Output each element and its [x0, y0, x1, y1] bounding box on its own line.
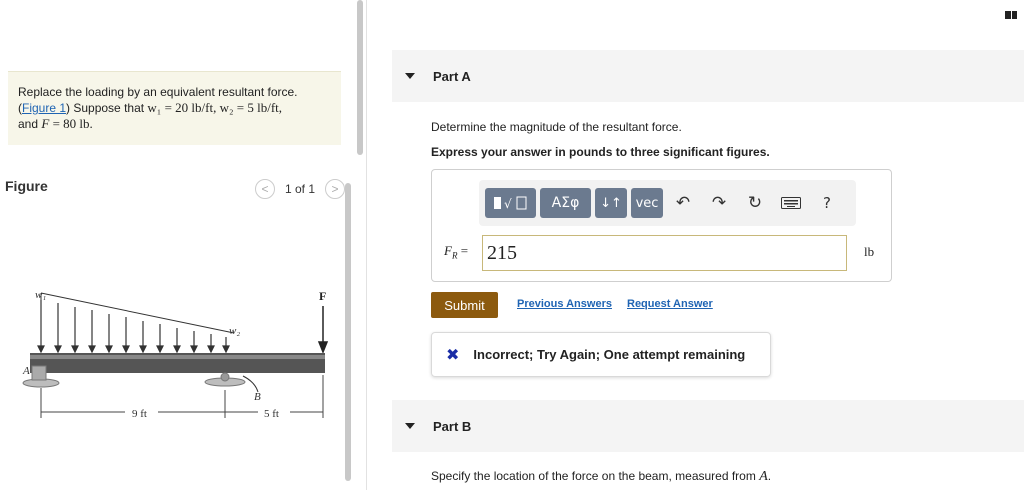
- symbols-button[interactable]: ΑΣφ: [540, 188, 591, 218]
- figure-title: Figure: [5, 178, 48, 194]
- chevron-left-icon[interactable]: <: [255, 179, 275, 199]
- label-w2: w₂: [229, 325, 241, 337]
- problem-line-1: Replace the loading by an equivalent resultant force.: [18, 85, 298, 99]
- force-f-arrow: [319, 306, 327, 352]
- svg-text:√: √: [503, 197, 512, 211]
- label-b: B: [254, 391, 261, 403]
- figure-pager: [255, 178, 345, 200]
- incorrect-x-icon: ✖: [446, 345, 460, 364]
- label-f: F: [319, 289, 327, 303]
- part-b-question: Specify the location of the force on the beam, measured from A.: [431, 469, 772, 484]
- help-button[interactable]: ?: [823, 194, 831, 212]
- part-a-label: Part A: [433, 68, 471, 84]
- panel-divider: [366, 0, 367, 490]
- answer-label: $F_R$ =: [444, 243, 469, 261]
- label-a: A: [23, 365, 30, 377]
- answer-unit: lb: [864, 244, 875, 259]
- figure-link[interactable]: Figure 1: [22, 101, 67, 115]
- part-b-header[interactable]: [392, 400, 1024, 452]
- templates-icon[interactable]: [485, 188, 536, 218]
- previous-answers-link[interactable]: Previous Answers: [517, 298, 612, 310]
- feedback-message: [431, 332, 771, 377]
- label-dim-9ft: 9 ft: [132, 408, 147, 420]
- collapse-triangle-icon: [405, 73, 415, 79]
- label-w1: w₁: [35, 289, 47, 301]
- undo-icon[interactable]: ↶: [675, 193, 691, 213]
- load-profile-line: [41, 293, 234, 333]
- part-b-label: Part B: [433, 418, 472, 434]
- collapse-triangle-icon: [405, 423, 415, 429]
- subscript-superscript-icon[interactable]: ↓↑: [595, 188, 627, 218]
- problem-statement: [8, 71, 341, 145]
- figure-scrollbar[interactable]: [345, 183, 351, 481]
- problem-line-3: and F = 80 lb.: [18, 116, 93, 131]
- b-leader: [243, 376, 258, 392]
- book-icon[interactable]: [1005, 11, 1017, 19]
- part-a-instruction: Express your answer in pounds to three significant figures.: [431, 145, 770, 159]
- pager-text: 1 of 1: [285, 182, 316, 196]
- redo-icon[interactable]: ↷: [711, 193, 727, 213]
- submit-button[interactable]: Submit: [431, 292, 498, 318]
- answer-input[interactable]: 215: [482, 235, 847, 271]
- math-toolbar: [479, 180, 856, 226]
- feedback-text: Incorrect; Try Again; One attempt remaining: [473, 347, 746, 362]
- problem-line-2: (Figure 1) Suppose that w₁ = 20 lb/ft, w₂ = 5 lb/ft,: [18, 100, 283, 115]
- request-answer-link[interactable]: Request Answer: [627, 298, 713, 310]
- dimension-line: [41, 375, 323, 418]
- part-a-header[interactable]: [392, 50, 1024, 102]
- keyboard-icon[interactable]: [775, 188, 807, 218]
- label-dim-5ft: 5 ft: [264, 408, 279, 420]
- support-b: [205, 373, 245, 386]
- chevron-right-icon[interactable]: >: [325, 179, 345, 199]
- part-a-question: Determine the magnitude of the resultant force.: [431, 120, 682, 134]
- reset-icon[interactable]: ↻: [747, 193, 763, 213]
- problem-scrollbar[interactable]: [357, 0, 363, 155]
- answer-box: [431, 169, 892, 282]
- beam-figure: [0, 280, 340, 425]
- vec-button[interactable]: vec: [631, 188, 663, 218]
